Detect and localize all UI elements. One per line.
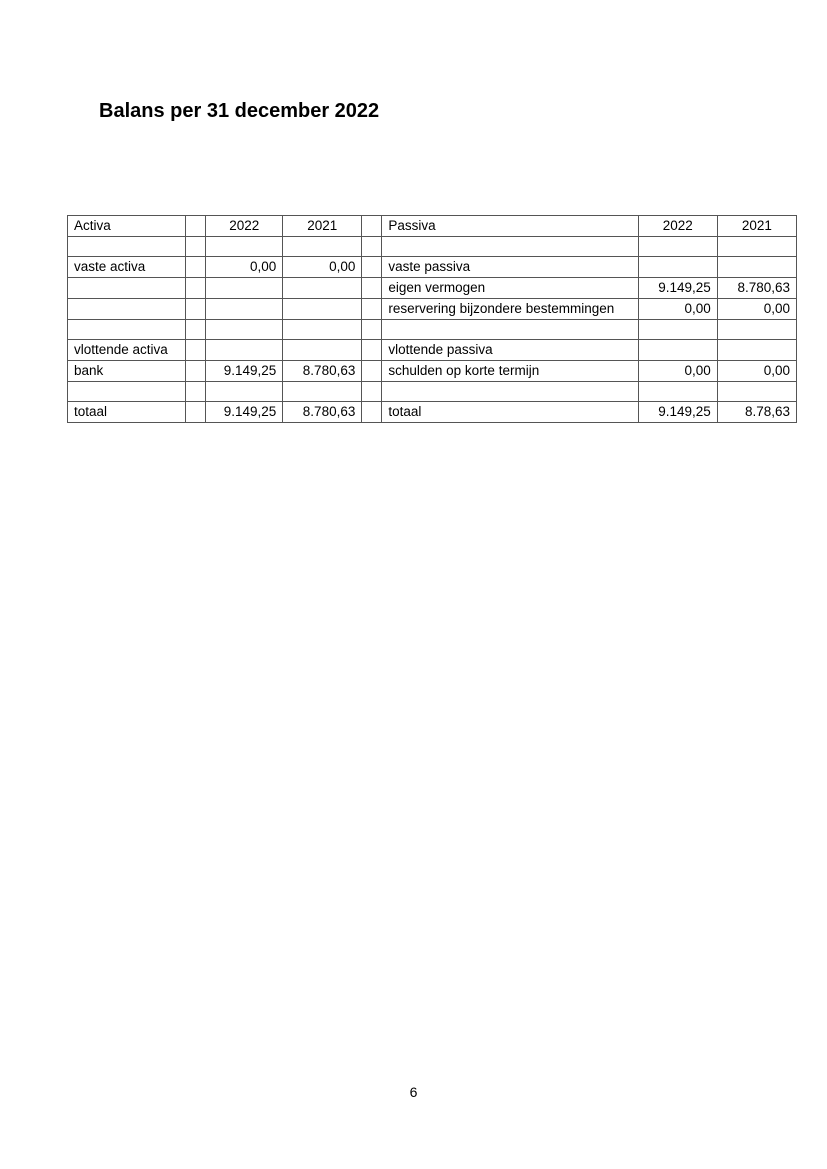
passiva-value-2021 [717,340,796,361]
activa-value-2022 [206,278,283,299]
spacer-cell [186,402,206,423]
balance-sheet-table [67,215,797,423]
passiva-label: schulden op korte termijn [382,361,638,382]
passiva-label [382,382,638,402]
activa-value-2022: 9.149,25 [206,361,283,382]
passiva-value-2022 [638,257,717,278]
passiva-label: vaste passiva [382,257,638,278]
activa-value-2021 [283,278,362,299]
activa-total-2022: 9.149,25 [206,402,283,423]
activa-label: vlottende activa [68,340,186,361]
activa-label [68,382,186,402]
spacer-cell [186,299,206,320]
activa-value-2022 [206,382,283,402]
spacer-cell [362,340,382,361]
activa-value-2021 [283,340,362,361]
passiva-total-label: totaal [382,402,638,423]
spacer-cell [186,257,206,278]
table-total-row [68,402,797,423]
spacer-cell [362,361,382,382]
activa-label [68,320,186,340]
spacer-cell [362,320,382,340]
passiva-label: reservering bijzondere bestemmingen [382,299,638,320]
spacer-cell [362,257,382,278]
passiva-label: eigen vermogen [382,278,638,299]
activa-value-2022: 0,00 [206,257,283,278]
passiva-value-2021: 0,00 [717,361,796,382]
activa-label [68,299,186,320]
passiva-value-2022: 9.149,25 [638,278,717,299]
activa-value-2022 [206,237,283,257]
activa-value-2021 [283,237,362,257]
table-row [68,237,797,257]
activa-value-2021 [283,299,362,320]
spacer-cell [362,278,382,299]
spacer-cell [362,382,382,402]
passiva-label [382,320,638,340]
table-row [68,278,797,299]
passiva-value-2021 [717,237,796,257]
passiva-value-2021: 0,00 [717,299,796,320]
table-row [68,257,797,278]
activa-value-2022 [206,320,283,340]
passiva-value-2022 [638,237,717,257]
spacer-cell [362,402,382,423]
passiva-value-2022 [638,340,717,361]
activa-label [68,237,186,257]
passiva-header: Passiva [382,216,638,237]
passiva-total-2021: 8.78,63 [717,402,796,423]
activa-value-2021: 0,00 [283,257,362,278]
table-header-row [68,216,797,237]
activa-value-2021 [283,320,362,340]
table-row [68,299,797,320]
activa-year-previous-header: 2021 [283,216,362,237]
spacer-cell [186,237,206,257]
table-row [68,340,797,361]
passiva-label: vlottende passiva [382,340,638,361]
activa-value-2022 [206,340,283,361]
activa-label: bank [68,361,186,382]
passiva-value-2021 [717,382,796,402]
passiva-value-2022: 0,00 [638,299,717,320]
activa-year-current-header: 2022 [206,216,283,237]
passiva-value-2022 [638,382,717,402]
passiva-year-current-header: 2022 [638,216,717,237]
spacer-cell [362,299,382,320]
passiva-value-2022 [638,320,717,340]
passiva-value-2021 [717,320,796,340]
spacer-cell [186,340,206,361]
spacer-cell [186,278,206,299]
passiva-value-2021: 8.780,63 [717,278,796,299]
activa-label: vaste activa [68,257,186,278]
passiva-year-previous-header: 2021 [717,216,796,237]
spacer-cell [362,237,382,257]
page-number: 6 [409,1084,418,1100]
table-row [68,361,797,382]
spacer-cell [186,320,206,340]
passiva-value-2021 [717,257,796,278]
activa-value-2021: 8.780,63 [283,361,362,382]
passiva-label [382,237,638,257]
table-row [68,320,797,340]
passiva-total-2022: 9.149,25 [638,402,717,423]
activa-header: Activa [68,216,186,237]
activa-label [68,278,186,299]
spacer-cell [186,382,206,402]
activa-total-label: totaal [68,402,186,423]
spacer-cell [186,216,206,237]
page-title: Balans per 31 december 2022 [99,100,380,122]
spacer-cell [362,216,382,237]
spacer-cell [186,361,206,382]
activa-total-2021: 8.780,63 [283,402,362,423]
activa-value-2022 [206,299,283,320]
activa-value-2021 [283,382,362,402]
passiva-value-2022: 0,00 [638,361,717,382]
table-row [68,382,797,402]
